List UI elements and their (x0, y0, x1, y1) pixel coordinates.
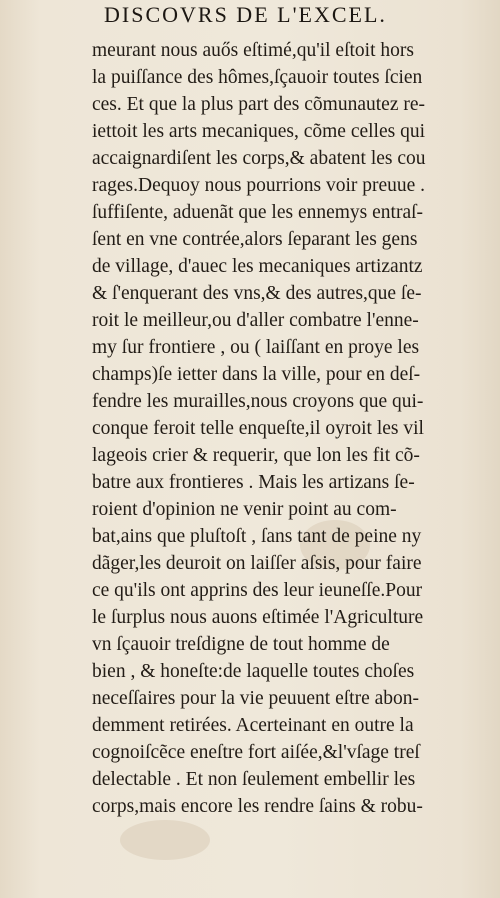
text-line: conque feroit telle enqueſte,il oyroit les vil (92, 418, 424, 439)
text-line: ſuffiſente, aduenãt que les ennemys entraſ- (92, 202, 424, 223)
text-line: & ſ'enquerant des vns,& des autres,que ſe- (92, 283, 422, 304)
text-line: my ſur frontiere , ou ( laiſſant en proye les (92, 337, 420, 358)
text-line: accaignardiſent les corps,& abatent les cou (92, 148, 426, 169)
running-head: DISCOVRS DE L'EXCEL. (104, 2, 387, 27)
text-line: corps,mais encore les rendre ſains & robu- (92, 796, 423, 817)
text-line: neceſſaires pour la vie peuuent eſtre abon- (92, 688, 420, 709)
text-line: cognoiſcẽce eneſtre fort aiſée,&l'vſage treſ (92, 742, 420, 763)
text-line: iettoit les arts mecaniques, cõme celles qui (92, 121, 426, 142)
text-line: roit le meilleur,ou d'aller combatre l'enne- (92, 310, 419, 331)
text-line: dãger,les deuroit on laiſſer aſsis, pour faire (92, 553, 422, 574)
text-line: rages.Dequoy nous pourrions voir preuue . (92, 175, 426, 196)
text-line: de village, d'auec les mecaniques artizantz (92, 256, 423, 277)
text-line: demment retirées. Acerteinant en outre la (92, 715, 414, 736)
paper-stain (120, 820, 210, 860)
text-line: champs)ſe ietter dans la ville, pour en deſ- (92, 364, 421, 385)
text-line: fendre les murailles,nous croyons que qui- (92, 391, 424, 412)
text-line: delectable . Et non ſeulement embellir les (92, 769, 416, 790)
text-line: la puiſſance des hômes,ſçauoir toutes ſcien (92, 67, 423, 88)
text-line: vn ſçauoir treſdigne de tout homme de (92, 634, 390, 655)
text-line: roient d'opinion ne venir point au com- (92, 499, 397, 520)
text-line: bat,ains que pluſtoſt , ſans tant de peine ny (92, 526, 422, 547)
text-line: ſent en vne contrée,alors ſeparant les gens (92, 229, 418, 250)
text-line: bien , & honeſte:de laquelle toutes choſes (92, 661, 415, 682)
text-line: le ſurplus nous auons eſtimée l'Agriculture (92, 607, 424, 628)
text-line: ces. Et que la plus part des cõmunautez re- (92, 94, 425, 115)
text-line: lageois crier & requerir, que lon les fit cõ- (92, 445, 420, 466)
text-line: batre aux frontieres . Mais les artizans ſe- (92, 472, 415, 493)
text-line: meurant nous auős eſtimé,qu'il eſtoit hors (92, 40, 414, 61)
text-line: ce qu'ils ont apprins des leur ieuneſſe.Pour (92, 580, 423, 601)
body-text (92, 37, 492, 820)
